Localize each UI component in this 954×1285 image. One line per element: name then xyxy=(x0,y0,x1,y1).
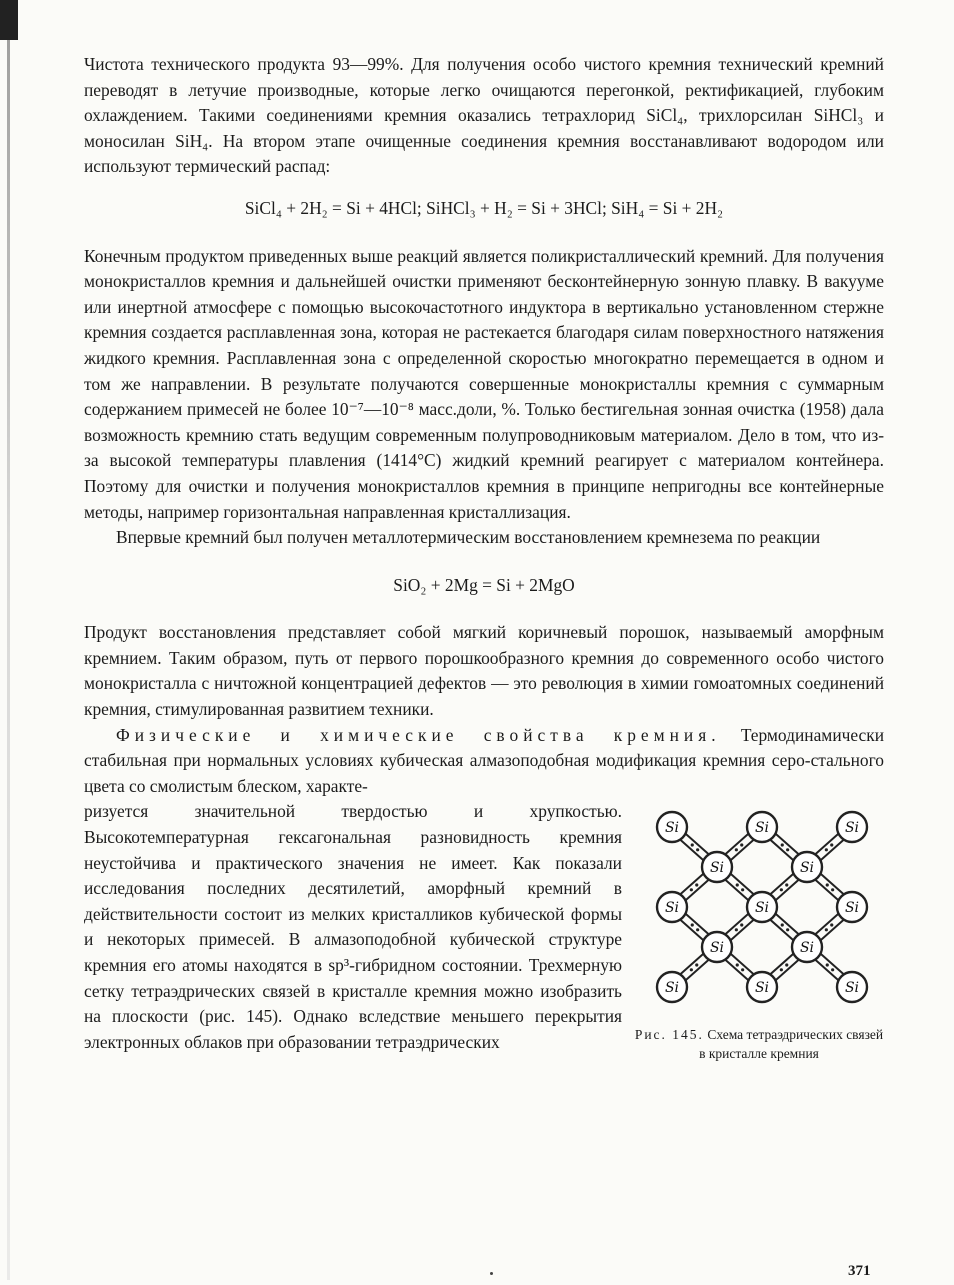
silicon-atom xyxy=(792,932,822,962)
silicon-atom xyxy=(657,972,687,1002)
text-with-figure xyxy=(84,799,884,1062)
section-heading-properties: Физические и химические свойства кремния. xyxy=(116,724,721,745)
atom-label: Si xyxy=(664,980,680,997)
silicon-atom xyxy=(837,972,867,1002)
atom-label: Si xyxy=(709,940,725,957)
scan-dot xyxy=(490,1272,493,1275)
atom-label: Si xyxy=(799,860,815,877)
silicon-atom xyxy=(702,852,732,882)
equation-reduction: SiCl₄ + 2H₂ = Si + 4HCl; SiHCl₃ + H₂ = Si + 3HCl; SiH₄ = Si + 2H₂ xyxy=(244,197,724,218)
figure-caption-prefix: Рис. 145. xyxy=(634,1027,704,1043)
silicon-atom xyxy=(837,892,867,922)
silicon-atom xyxy=(702,932,732,962)
silicon-atom xyxy=(747,972,777,1002)
atom-label: Si xyxy=(709,860,725,877)
paragraph-amorphous: Продукт восстановления представляет собой мягкий коричневый порошок, называемый аморфным кремнием. Таким образом, путь от первого порошкообразного кремния до современного особо чистого монокристалла с ничтожной концентрацией дефектов — это революция в химии гомоатомных соединений кремния, стимулированная развитием техники. xyxy=(84,622,884,720)
figure-caption xyxy=(634,1025,884,1063)
atom-label: Si xyxy=(844,900,860,917)
silicon-atom xyxy=(837,812,867,842)
paragraph-purity: Чистота технического продукта 93—99%. Для получения особо чистого кремния технический кремний переводят в летучие производные, которые легко очищаются перегонкой, ректификацией, глубоким охлаждением. Такими соединениями кремния оказались тетрахлорид SiCl₄, трихлорсилан SiHCl₃ и моносилан SiH₄. На втором этапе очищенные соединения кремния восстанавливают водородом или используют термический распад: xyxy=(84,54,884,177)
atom-label: Si xyxy=(754,820,770,837)
paragraph-zone-melting: Конечным продуктом приведенных выше реакций является поликристаллический кремний. Для получения монокристаллов кремния и дальнейшей очистки применяют бесконтейнерную зонную плавку. В вакууме или инертной атмосфере с помощью высокочастотного индуктора в вертикально установленном стержне кремния создается расплавленная зона, которая не растекается благодаря силам поверхностного натяжения жидкого кремния. Расплавленная зона с определенной скоростью многократно перемещается в одном и том же направлении. В результате получаются совершенные монокристаллы кремния с суммарным содержанием примесей не более 10⁻⁷—10⁻⁸ масс.доли, %. Только бестигельная зонная очистка (1958) дала возможность кремнию стать ведущим современным полупроводниковым материалом. Дело в том, что из-за высокой температуры плавления (1414°C) жидкий кремний реагирует с материалом контейнера. Поэтому для очистки и получения монокристаллов кремния в принципе непригодны все контейнерные методы, например горизонтальная направленная кристаллизация. xyxy=(84,245,884,522)
silicon-lattice-diagram xyxy=(652,807,872,1017)
silicon-atom xyxy=(792,852,822,882)
scan-edge-mark xyxy=(0,0,18,40)
atom-label: Si xyxy=(664,820,680,837)
paragraph-first-silicon: Впервые кремний был получен металлотермическим восстановлением кремнезема по реакции xyxy=(116,527,821,548)
atom-label: Si xyxy=(844,820,860,837)
paragraph-properties-wrap: ризуется значительной твердостью и хрупкостью. Высокотемпературная гексагональная разновидность кремния неустойчива и практического значения не имеет. Как показали исследования последних десятилетий, аморфный кремний в действительности состоит из мелких кристалликов кубической формы и некоторых примесей. В алмазоподобной кубической структуре кремния его атомы находятся в sp³-гибридном состоянии. Трехмерную сетку тетраэдрических связей в кристалле кремния можно изобразить на плоскости (рис. 145). Однако вследствие меньшего перекрытия электронных облаков при образовании тетраэдрических xyxy=(84,801,622,1052)
atom-label: Si xyxy=(844,980,860,997)
figure-caption-text: Схема тетраэдрических связей в кристалле кремния xyxy=(699,1027,884,1062)
figure-145 xyxy=(634,807,884,1107)
atom-label: Si xyxy=(799,940,815,957)
paragraph-properties-start: Термодинамически стабильная при нормальных условиях кубическая алмазоподобная модификация кремния серо-стального цвета со смолистым блеском, характе- xyxy=(84,724,884,796)
atom-label: Si xyxy=(754,980,770,997)
paragraph-properties-intro xyxy=(84,723,884,800)
atom-label: Si xyxy=(754,900,770,917)
silicon-atom xyxy=(747,812,777,842)
page-body xyxy=(84,52,884,1062)
atom-label: Si xyxy=(664,900,680,917)
silicon-atom xyxy=(657,892,687,922)
page-number: 371 xyxy=(848,1263,871,1279)
silicon-atom xyxy=(747,892,777,922)
scan-edge-line xyxy=(7,40,10,1280)
equation-magnesiothermic: SiO₂ + 2Mg = Si + 2MgO xyxy=(393,574,575,595)
silicon-atom xyxy=(657,812,687,842)
